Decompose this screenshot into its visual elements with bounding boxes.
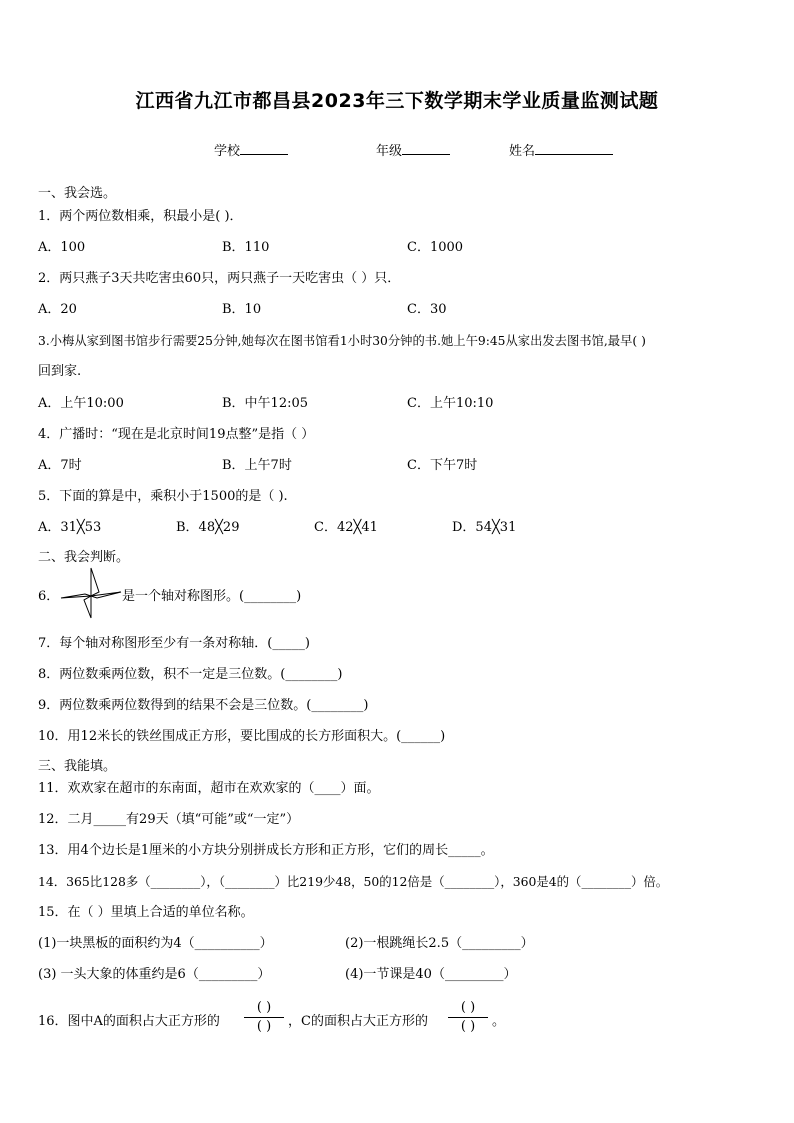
q16-part-b: ，C的面积占大正方形的: [288, 1014, 428, 1029]
q16-fraction-c-denominator[interactable]: ( ): [460, 1019, 476, 1034]
q16-fraction-a[interactable]: [242, 1000, 286, 1035]
name-blank[interactable]: [535, 142, 613, 155]
section-1-heading: 一、我会选。: [38, 186, 117, 201]
q5-option-d[interactable]: D．54╳31: [452, 520, 517, 535]
q5-option-c[interactable]: C．42╳41: [314, 520, 378, 535]
fraction-bar: [244, 1017, 284, 1018]
q3-option-c[interactable]: C．上午10:10: [407, 396, 494, 411]
name-label: 姓名: [509, 144, 536, 159]
q2-option-a[interactable]: A．20: [38, 302, 77, 317]
q4-stem: 4．广播时：“现在是北京时间19点整”是指（ ）: [38, 427, 315, 442]
grade-blank[interactable]: [402, 142, 450, 155]
q15-part-3: (3) 一头大象的体重约是6（_________）: [38, 967, 271, 982]
q3-stem-line2: 回到家.: [38, 364, 82, 379]
q16-fraction-c-numerator[interactable]: ( ): [460, 1000, 476, 1015]
q16-fraction-a-denominator[interactable]: ( ): [256, 1019, 272, 1034]
q6-text: 是一个轴对称图形。(________): [122, 589, 302, 604]
school-label: 学校: [214, 144, 241, 159]
q4-option-c[interactable]: C．下午7时: [407, 458, 478, 473]
q2-option-c[interactable]: C．30: [407, 302, 447, 317]
section-2-heading: 二、我会判断。: [38, 550, 130, 565]
q2-option-b[interactable]: B．10: [222, 302, 262, 317]
q10: 10．用12米长的铁丝围成正方形，要比围成的长方形面积大。(______): [38, 729, 446, 744]
grade-field: [376, 142, 450, 160]
q15-part-1: (1)一块黑板的面积约为4（__________）: [38, 936, 273, 951]
q1-option-b[interactable]: B．110: [222, 240, 270, 255]
q15-part-4: (4)一节课是40（_________）: [345, 967, 517, 982]
q9: 9．两位数乘两位数得到的结果不会是三位数。(________): [38, 698, 369, 713]
q8: 8．两位数乘两位数，积不一定是三位数。(________): [38, 667, 343, 682]
q16-fraction-c[interactable]: [446, 1000, 490, 1035]
q5-option-b[interactable]: B．48╳29: [176, 520, 240, 535]
q16-part-a: 16．图中A的面积占大正方形的: [38, 1014, 220, 1029]
q1-option-a[interactable]: A．100: [38, 240, 86, 255]
q15: 15．在（ ）里填上合适的单位名称。: [38, 905, 254, 920]
school-field: [214, 142, 288, 160]
page-title: 江西省九江市都昌县2023年三下数学期末学业质量监测试题: [135, 90, 659, 112]
q15-part-2: (2)一根跳绳长2.5（_________）: [345, 936, 534, 951]
pinwheel-figure: [58, 565, 124, 621]
q5-stem: 5．下面的算是中，乘积小于1500的是（ ).: [38, 489, 288, 504]
q5-option-a[interactable]: A．31╳53: [38, 520, 102, 535]
q6-number: 6．: [38, 589, 60, 604]
school-blank[interactable]: [240, 142, 288, 155]
q4-option-b[interactable]: B．上午7时: [222, 458, 292, 473]
q14: 14．365比128多（________），（________）比219少48，50的12倍是（________），360是4的（________）倍。: [38, 874, 669, 889]
q4-option-a[interactable]: A．7时: [38, 458, 82, 473]
q13: 13．用4个边长是1厘米的小方块分别拼成长方形和正方形，它们的周长_____。: [38, 843, 494, 858]
q3-stem: 3.小梅从家到图书馆步行需要25分钟,她每次在图书馆看1小时30分钟的书.她上午9:45从家出发去图书馆,最早( ): [38, 334, 646, 348]
q7: 7．每个轴对称图形至少有一条对称轴．(_____): [38, 636, 310, 651]
name-field: [509, 142, 613, 160]
q16-fraction-a-numerator[interactable]: ( ): [256, 1000, 272, 1015]
fraction-bar: [448, 1017, 488, 1018]
grade-label: 年级: [376, 144, 403, 159]
section-3-heading: 三、我能填。: [38, 759, 117, 774]
q2-stem: 2．两只燕子3天共吃害虫60只，两只燕子一天吃害虫（ ）只．: [38, 271, 401, 286]
q1-stem: 1．两个两位数相乘，积最小是( )．: [38, 209, 243, 224]
q16-part-c: 。: [492, 1014, 506, 1029]
q3-option-b[interactable]: B．中午12:05: [222, 396, 309, 411]
q1-option-c[interactable]: C．1000: [407, 240, 464, 255]
q11: 11．欢欢家在超市的东南面，超市在欢欢家的（____）面。: [38, 781, 380, 796]
q12: 12．二月_____有29天（填“可能”或“一定”）: [38, 812, 300, 827]
q3-option-a[interactable]: A．上午10:00: [38, 396, 124, 411]
